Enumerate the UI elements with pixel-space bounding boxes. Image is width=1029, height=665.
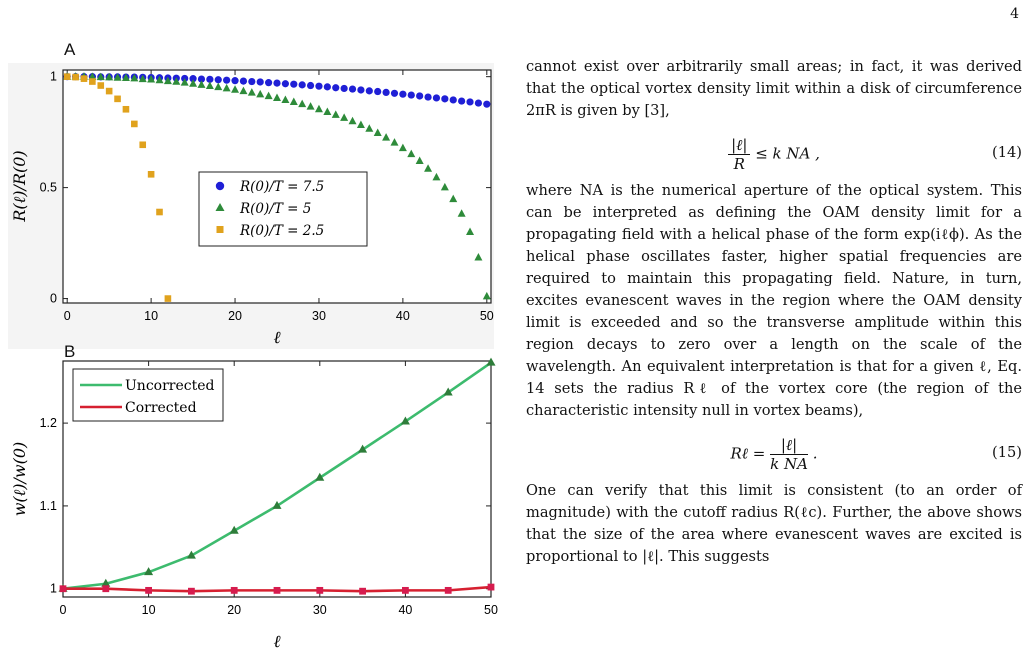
- x-tick-label-b: 50: [484, 603, 498, 617]
- x-tick-label-a: 10: [144, 309, 159, 323]
- eq15-numerator: |ℓ|: [770, 436, 808, 455]
- eq14-numerator: |ℓ|: [728, 136, 750, 155]
- y-axis-label-b: w(ℓ)/w(0): [10, 441, 29, 517]
- data-point-a-series-1: [299, 81, 306, 88]
- data-point-a-series-1: [391, 90, 398, 97]
- data-point-a-series-1: [215, 76, 222, 83]
- data-point-a-series-3: [97, 82, 104, 89]
- data-point-a-series-1: [374, 88, 381, 95]
- data-point-a-series-3: [114, 96, 121, 103]
- eq15-tail: .: [812, 444, 818, 463]
- eq15-lhs: Rℓ =: [730, 444, 766, 463]
- panel-b-letter: B: [64, 342, 76, 361]
- data-point-b-series-2: [445, 587, 452, 594]
- data-point-b-series-2: [274, 587, 281, 594]
- paragraph-2: where NA is the numerical aperture of the optical system. This can be interpreted as defining the OAM density limit for a propagating field with a helical phase of the form exp(iℓϕ). As the helical phase oscillates faster, higher spatial frequencies are required to maintain this propagating field. Nature, in turn, excites evanescent waves in the region where the OAM density limit is exceeded and so the transverse amplitude within this region decays to zero over a length on the scale of the wavelength. An equivalent interpretation is that for a given ℓ, Eq. 14 sets the radius Rℓ of the vortex core (the region of the characteristic intensity null in vortex beams),: [526, 182, 1022, 419]
- data-point-a-series-1: [231, 77, 238, 84]
- data-point-a-series-1: [290, 81, 297, 88]
- data-point-a-series-1: [424, 93, 431, 100]
- data-point-a-series-3: [64, 73, 71, 80]
- data-point-a-series-3: [72, 74, 79, 81]
- legend-a-label-2: R(0)/T = 5: [240, 201, 312, 217]
- data-point-b-series-2: [316, 587, 323, 594]
- eq14-denominator: R: [733, 155, 745, 173]
- legend-b-label-2: Corrected: [125, 400, 197, 416]
- text-column: [526, 56, 1022, 568]
- legend-b: [73, 369, 223, 421]
- x-tick-label-b: 40: [398, 603, 413, 617]
- data-point-a-series-1: [416, 92, 423, 99]
- data-point-a-series-1: [341, 85, 348, 92]
- data-point-a-series-1: [408, 91, 415, 98]
- y-tick-label-a: 0.5: [39, 180, 57, 195]
- x-tick-label-b: 30: [312, 603, 327, 617]
- data-point-a-series-1: [282, 80, 289, 87]
- chart-panel-b: [0, 355, 500, 655]
- data-point-a-series-1: [240, 77, 247, 84]
- y-tick-label-b: 1.1: [39, 498, 57, 513]
- legend-a: [199, 172, 367, 246]
- eq15-denominator: k NA: [770, 455, 808, 473]
- data-point-a-series-1: [382, 89, 389, 96]
- panel-a-letter: A: [64, 40, 76, 59]
- eq14-rhs: ≤ k NA ,: [755, 144, 820, 163]
- data-point-a-series-3: [81, 75, 88, 82]
- page-number: 4: [1010, 6, 1019, 22]
- x-tick-label-b: 20: [227, 603, 242, 617]
- data-point-a-series-3: [131, 121, 138, 128]
- x-tick-label-b: 0: [59, 603, 67, 617]
- data-point-a-series-1: [257, 78, 264, 85]
- data-point-b-series-2: [488, 584, 495, 591]
- y-tick-label-b: 1.2: [39, 416, 57, 431]
- data-point-a-series-1: [483, 101, 490, 108]
- data-point-a-series-3: [89, 78, 96, 85]
- data-point-a-series-3: [165, 295, 172, 302]
- data-point-a-series-1: [273, 79, 280, 86]
- data-point-a-series-1: [433, 94, 440, 101]
- x-tick-label-a: 40: [395, 309, 410, 323]
- data-point-a-series-1: [307, 82, 314, 89]
- data-point-a-series-3: [156, 209, 163, 216]
- data-point-b-series-2: [359, 588, 366, 595]
- eq15-label: (15): [992, 444, 1022, 461]
- legend-b-label-1: Uncorrected: [125, 378, 215, 394]
- y-tick-label-a: 0: [50, 291, 57, 306]
- data-point-a-series-1: [324, 83, 331, 90]
- chart-panel-a: [0, 55, 500, 350]
- legend-a-label-3: R(0)/T = 2.5: [240, 223, 325, 239]
- x-tick-label-a: 0: [63, 309, 71, 323]
- paragraph-1: cannot exist over arbitrarily small areas; in fact, it was derived that the optical vortex density limit within a disk of circumference 2πR is given by [3],: [526, 58, 1022, 119]
- x-tick-label-a: 30: [312, 309, 326, 323]
- equation-14: [526, 122, 1022, 180]
- data-point-a-series-1: [441, 95, 448, 102]
- legend-a-label-1: R(0)/T = 7.5: [240, 179, 325, 195]
- x-axis-label-b: ℓ: [273, 632, 281, 652]
- data-point-a-series-1: [466, 98, 473, 105]
- data-point-b-series-2: [145, 587, 152, 594]
- y-axis-label-a: R(ℓ)/R(0): [10, 150, 29, 222]
- data-point-a-series-1: [475, 99, 482, 106]
- x-tick-label-a: 20: [228, 309, 242, 323]
- data-point-a-series-1: [349, 85, 356, 92]
- x-tick-label-a: 50: [479, 309, 494, 323]
- y-tick-label-b: 1: [50, 581, 57, 596]
- data-point-b-series-2: [188, 588, 195, 595]
- data-point-a-series-3: [106, 88, 113, 95]
- data-point-a-series-1: [223, 77, 230, 84]
- data-point-a-series-3: [139, 141, 146, 148]
- y-tick-label-a: 1: [50, 69, 57, 84]
- data-point-a-series-1: [450, 96, 457, 103]
- legend-a-marker-3: [217, 226, 224, 233]
- x-axis-label-a: ℓ: [273, 328, 281, 348]
- data-point-a-series-1: [399, 91, 406, 98]
- data-point-b-series-2: [402, 587, 409, 594]
- data-point-b-series-2: [231, 587, 238, 594]
- data-point-a-series-1: [265, 79, 272, 86]
- data-point-a-series-1: [315, 83, 322, 90]
- eq14-label: (14): [992, 144, 1022, 161]
- legend-a-marker-1: [216, 182, 224, 190]
- equation-15: [526, 422, 1022, 480]
- data-point-a-series-1: [366, 87, 373, 94]
- data-point-a-series-1: [458, 97, 465, 104]
- data-point-a-series-1: [248, 78, 255, 85]
- data-point-a-series-3: [123, 106, 130, 113]
- x-tick-label-b: 10: [141, 603, 156, 617]
- paragraph-3: One can verify that this limit is consistent (to an order of magnitude) with the cutoff radius R(ℓc). Further, the above shows that the size of the area where evanescent waves are excited is proportional to |ℓ|. This suggests: [526, 482, 1022, 565]
- data-point-a-series-1: [332, 84, 339, 91]
- data-point-b-series-2: [60, 585, 67, 592]
- data-point-a-series-3: [148, 171, 155, 178]
- data-point-a-series-1: [357, 86, 364, 93]
- data-point-b-series-2: [102, 585, 109, 592]
